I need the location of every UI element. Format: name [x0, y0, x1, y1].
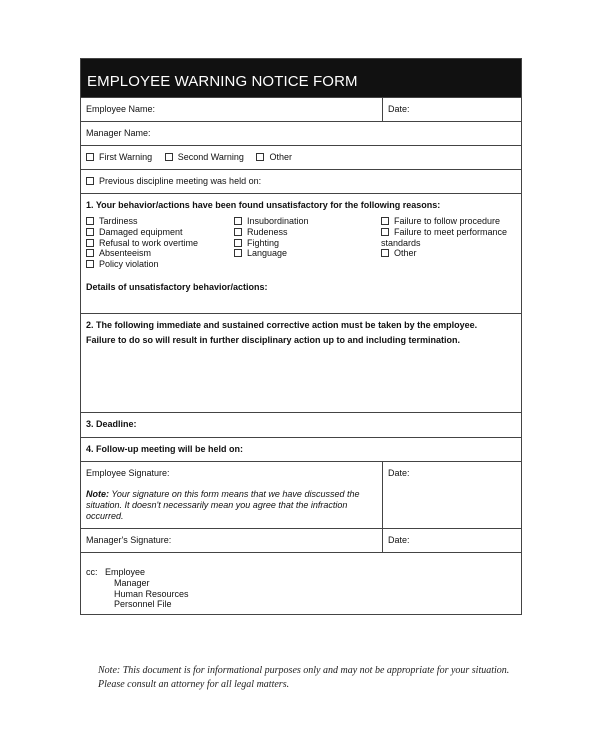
checkbox[interactable]: [86, 249, 94, 257]
reasons-column-3: [381, 216, 516, 270]
signature-note: Note: Your signature on this form means that we have discussed the situation. It doesn't necessarily mean you agree that the infraction occurred.: [86, 489, 360, 521]
reason-option[interactable]: Language: [234, 248, 381, 259]
follow-up-label: 4. Follow-up meeting will be held on:: [86, 444, 243, 454]
reason-option[interactable]: Absenteeism: [86, 248, 234, 259]
checkbox[interactable]: [86, 217, 94, 225]
reason-option[interactable]: Insubordination: [234, 216, 381, 227]
manager-name-field[interactable]: [81, 121, 521, 145]
reason-option[interactable]: Tardiness: [86, 216, 234, 227]
warning-notice-form: [80, 58, 522, 615]
employee-signature-row: [81, 461, 521, 528]
cc-label: cc:: [86, 567, 98, 577]
reasons-heading: 1. Your behavior/actions have been found unsatisfactory for the following reasons:: [86, 200, 441, 210]
deadline-label: 3. Deadline:: [86, 419, 137, 429]
checkbox[interactable]: [86, 153, 94, 161]
section-reasons: [81, 193, 521, 313]
details-label: Details of unsatisfactory behavior/actions:: [86, 281, 268, 292]
deadline-field[interactable]: [81, 412, 521, 437]
reason-option[interactable]: Rudeness: [234, 227, 381, 238]
checkbox[interactable]: [86, 239, 94, 247]
form-title: EMPLOYEE WARNING NOTICE FORM: [81, 59, 521, 97]
date-label: Date:: [388, 104, 410, 114]
manager-signature-date-field[interactable]: [383, 529, 521, 552]
date-label: Date:: [388, 535, 410, 545]
second-warning-option[interactable]: Second Warning: [165, 152, 244, 162]
cc-item: Personnel File: [114, 599, 172, 610]
reason-option[interactable]: Failure to meet performance: [381, 227, 516, 238]
employee-signature-label: Employee Signature:: [86, 468, 170, 478]
checkbox[interactable]: [381, 228, 389, 236]
cc-item: Human Resources: [114, 588, 189, 599]
follow-up-field[interactable]: [81, 437, 521, 461]
cc-item: Employee: [105, 567, 146, 577]
date-field[interactable]: [383, 98, 521, 121]
checkbox[interactable]: [234, 239, 242, 247]
reason-option-continued: standards: [381, 237, 421, 248]
reasons-column-2: [234, 216, 381, 270]
manager-signature-field[interactable]: [81, 529, 383, 552]
checkbox[interactable]: [256, 153, 264, 161]
cc-section: [81, 552, 521, 614]
reason-option[interactable]: Policy violation: [86, 259, 234, 270]
date-label: Date:: [388, 468, 410, 478]
previous-meeting-row[interactable]: [81, 169, 521, 193]
section-corrective-action: [81, 313, 521, 412]
first-warning-option[interactable]: First Warning: [86, 152, 152, 162]
reasons-checklist: [86, 216, 516, 270]
other-warning-option[interactable]: Other: [256, 152, 292, 162]
cc-item: Manager: [114, 577, 150, 588]
employee-name-field[interactable]: [81, 98, 383, 121]
footer-disclaimer: Note: This document is for informational purposes only and may not be appropriate for your situation. Please consult an attorney for all legal matters.: [98, 665, 510, 690]
cc-list: [102, 567, 189, 610]
checkbox[interactable]: [234, 249, 242, 257]
employee-name-row: [81, 97, 521, 121]
manager-name-label: Manager Name:: [86, 128, 151, 138]
reason-option[interactable]: Failure to follow procedure: [381, 216, 516, 227]
employee-signature-field[interactable]: [81, 462, 383, 528]
reason-option[interactable]: Damaged equipment: [86, 227, 234, 238]
reason-option[interactable]: Refusal to work overtime: [86, 238, 234, 249]
corrective-action-line1: 2. The following immediate and sustained corrective action must be taken by the employee.: [86, 320, 478, 330]
previous-meeting-checkbox[interactable]: [86, 177, 94, 185]
warning-level-row: [81, 145, 521, 169]
checkbox[interactable]: [86, 260, 94, 268]
checkbox[interactable]: [234, 228, 242, 236]
checkbox[interactable]: [381, 217, 389, 225]
reason-option[interactable]: Fighting: [234, 238, 381, 249]
manager-signature-row: [81, 528, 521, 552]
corrective-action-line2: Failure to do so will result in further disciplinary action up to and including termination.: [86, 335, 461, 345]
employee-signature-date-field[interactable]: [383, 462, 521, 528]
reason-option[interactable]: Other: [381, 248, 516, 259]
previous-meeting-label: Previous discipline meeting was held on:: [99, 176, 262, 186]
employee-name-label: Employee Name:: [86, 104, 156, 114]
checkbox[interactable]: [234, 217, 242, 225]
checkbox[interactable]: [381, 249, 389, 257]
checkbox[interactable]: [165, 153, 173, 161]
reasons-column-1: [86, 216, 234, 270]
checkbox[interactable]: [86, 228, 94, 236]
manager-signature-label: Manager's Signature:: [86, 535, 172, 545]
